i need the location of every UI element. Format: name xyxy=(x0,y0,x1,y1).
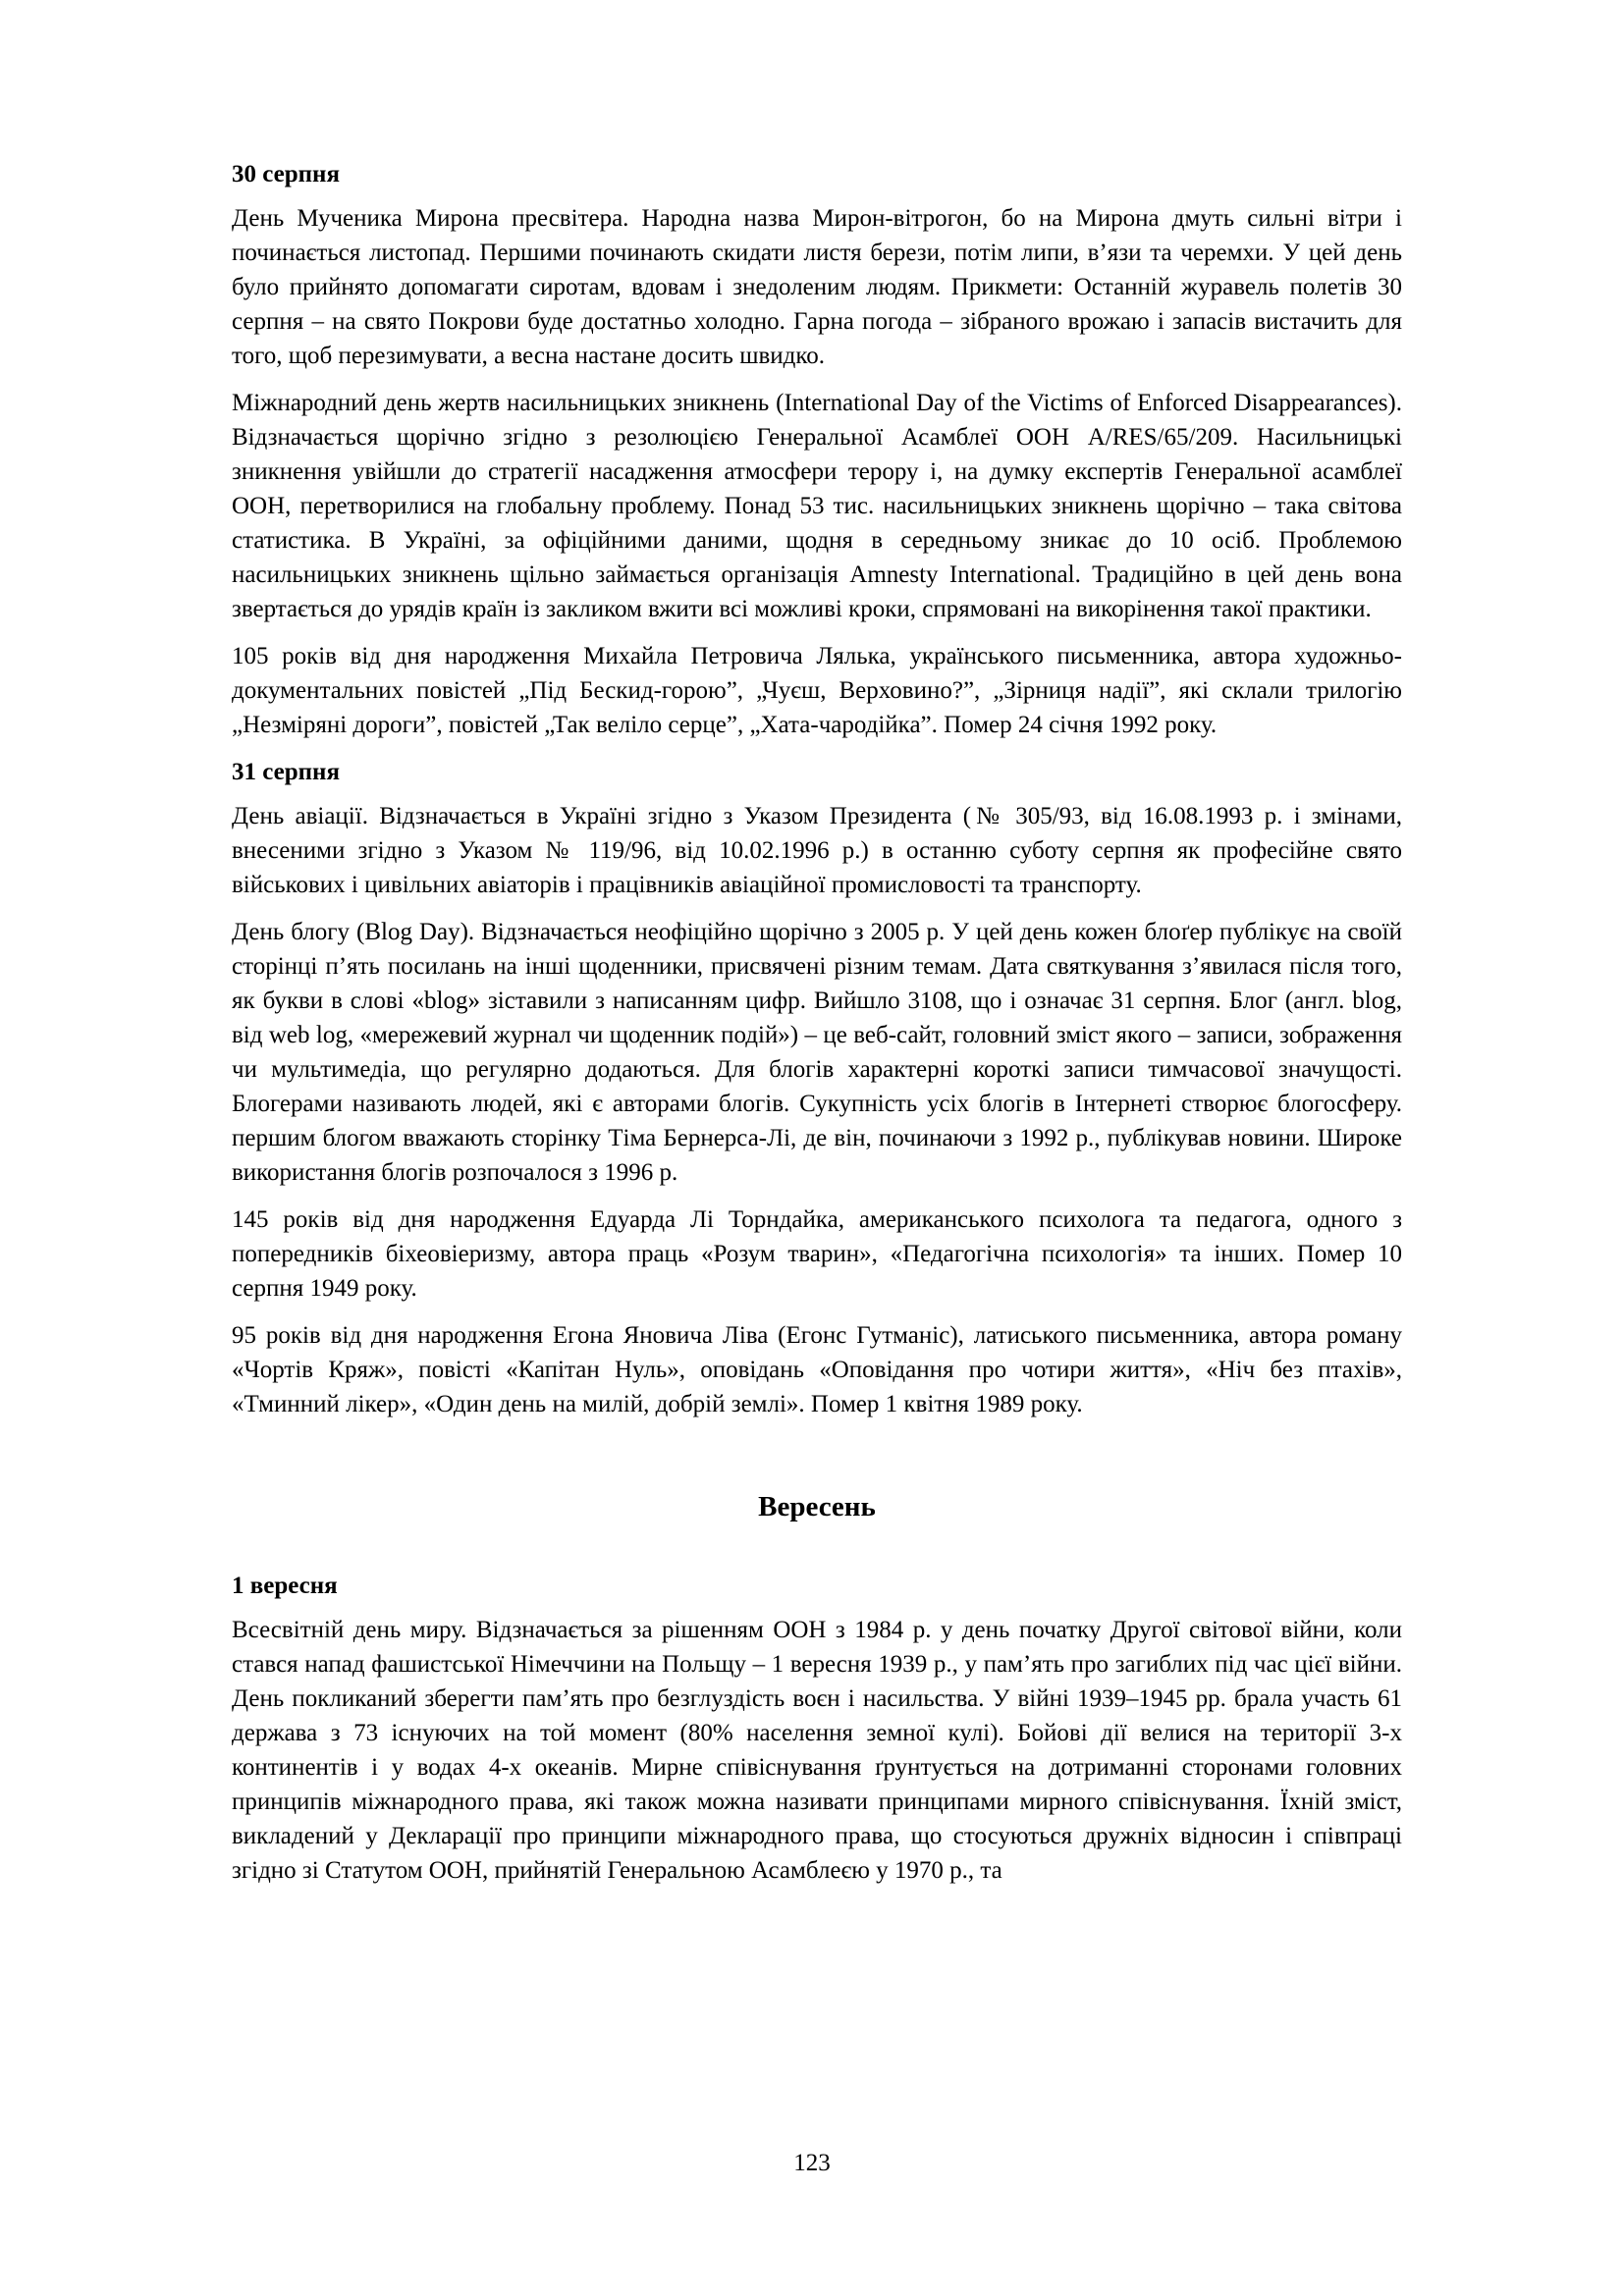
paragraph-blog-day: День блогу (Blog Day). Відзначається неофіційно щорічно з 2005 р. У цей день кожен блоґер публікує на своїй сторінці п’ять посилань на інші щоденники, присвячені різним темам. Дата святкування з’явилася після того, як букви в слові «blog» зіставили з написанням цифр. Вийшло 3108, що і означає 31 серпня. Блог (англ. blog, від web log, «мережевий журнал чи щоденник подій») – це веб-сайт, головний зміст якого – записи, зображення чи мультимедіа, що регулярно додаються. Для блогів характерні короткі записи тимчасової значущості. Блогерами називають людей, які є авторами блогів. Сукупність усіх блогів в Інтернеті створює блогосферу. першим блогом вважають сторінку Тіма Бернерса-Лі, де він, починаючи з 1992 р., публікував новини. Широке використання блогів розпочалося з 1996 р. xyxy=(232,919,1402,1186)
month-heading: Вересень xyxy=(758,1491,876,1522)
paragraph-enforced-disappearances: Міжнародний день жертв насильницьких зникнень (International Day of the Victims of Enforced Disappearances). Відзначається щорічно згідно з резолюцією Генеральної Асамблеї ООН A/RES/65/209. Насильницькі зникнення увійшли до стратегії насадження атмосфери терору і, на думку експертів Генеральної асамблеї ООН, перетворилися на глобальну проблему. Понад 53 тис. насильницьких зникнень щорічно – така світова статистика. В Україні, за офіційними даними, щодня в середньому зникає до 10 осіб. Проблемою насильницьких зникнень щільно займається організація Amnesty International. Традиційно в цей день вона звертається до урядів країн із закликом вжити всі можливі кроки, спрямовані на викорінення такої практики. xyxy=(232,390,1402,622)
paragraph-lyalko-anniversary: 105 років від дня народження Михайла Петровича Лялька, українського письменника, автора художньо-документальних повістей „Під Бескид-горою”, „Чуєш, Верховино?”, „Зірниця надії”, які склали трилогію „Незміряні дороги”, повістей „Так веліло серце”, „Хата-чародійка”. Помер 24 січня 1992 року. xyxy=(232,643,1402,738)
date-heading-aug31: 31 серпня xyxy=(232,759,340,785)
paragraph-myron-day: День Мученика Мирона пресвітера. Народна назва Мирон-вітрогон, бо на Мирона дмуть сильні вітри і починається листопад. Першими починають скидати листя берези, потім липи, в’язи та черемхи. У цей день було прийнято допомагати сиротам, вдовам і знедоленим людям. Прикмети: Останній журавель полетів 30 серпня – на свято Покрови буде достатньо холодно. Гарна погода – зібраного врожаю і запасів вистачить для того, щоб перезимувати, а весна настане досить швидко. xyxy=(232,205,1402,369)
document-page xyxy=(232,157,1402,1900)
paragraph-thorndike-anniversary: 145 років від дня народження Едуарда Лі Торндайка, американського психолога та педагога, одного з попередників біхеовіеризму, автора праць «Розум тварин», «Педагогічна психологія» та інших. Помер 10 серпня 1949 року. xyxy=(232,1206,1402,1302)
date-heading-sep1: 1 вересня xyxy=(232,1573,338,1599)
date-heading-aug30: 30 серпня xyxy=(232,161,340,187)
paragraph-liv-anniversary: 95 років від дня народження Егона Яновича Ліва (Егонс Гутманіс), латиського письменника, автора роману «Чортів Кряж», повісті «Капітан Нуль», оповідань «Оповідання про чотири життя», «Ніч без птахів», «Тминний лікер», «Один день на милій, добрій землі». Помер 1 квітня 1989 року. xyxy=(232,1322,1402,1417)
page-number: 123 xyxy=(793,2150,831,2176)
paragraph-aviation-day: День авіації. Відзначається в Україні згідно з Указом Президента (№ 305/93, від 16.08.1993 р. і змінами, внесеними згідно з Указом № 119/96, від 10.02.1996 р.) в останню суботу серпня як професійне свято військових і цивільних авіаторів і працівників авіаційної промисловості та транспорту. xyxy=(232,803,1402,898)
paragraph-world-peace-day: Всесвітній день миру. Відзначається за рішенням ООН з 1984 р. у день початку Другої світової війни, коли стався напад фашистської Німеччини на Польщу – 1 вересня 1939 р., у пам’ять про загиблих під час цієї війни. День покликаний зберегти пам’ять про безглуздість воєн і насильства. У війні 1939–1945 рр. брала участь 61 держава з 73 існуючих на той момент (80% населення земної кулі). Бойові дії велися на території 3-х континентів і у водах 4-х океанів. Мирне співіснування ґрунтується на дотриманні сторонами головних принципів міжнародного права, які також можна називати принципами мирного співіснування. Їхній зміст, викладений у Декларації про принципи міжнародного права, що стосуються дружніх відносин і співпраці згідно зі Статутом ООН, прийнятій Генеральною Асамблеєю у 1970 р., та xyxy=(232,1617,1402,1884)
